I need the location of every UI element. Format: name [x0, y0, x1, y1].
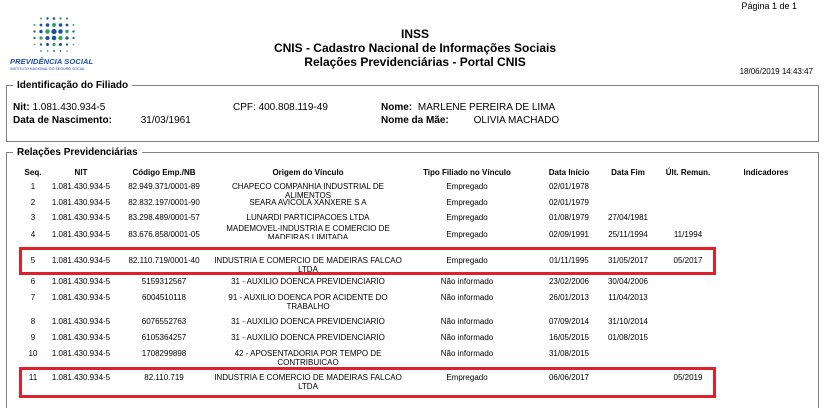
- table-cell-fim: 31/10/2014: [607, 317, 649, 326]
- logo-dot: [46, 17, 48, 19]
- logo-dot: [52, 36, 57, 41]
- column-header-tipo: Tipo Filiado no Vínculo: [423, 168, 511, 177]
- table-cell-inicio: 23/02/2006: [548, 277, 590, 286]
- table-cell-fim: 27/04/1981: [607, 213, 649, 222]
- table-cell-tipo: Empregado: [446, 198, 488, 207]
- logo-dot: [51, 29, 56, 34]
- table-cell-inicio: 02/01/1979: [548, 198, 590, 207]
- table-cell-codigo: 83.298.489/0001-57: [128, 213, 200, 222]
- table-cell-tipo: Empregado: [446, 230, 488, 239]
- nome-label: Nome:: [381, 102, 413, 113]
- table-cell-remun: 11/1994: [673, 230, 703, 239]
- logo-dot: [59, 43, 62, 46]
- logo-dot: [34, 44, 36, 46]
- table-cell-tipo: Não informado: [440, 293, 494, 302]
- cpf-label: CPF:: [233, 102, 256, 113]
- logo-dot: [39, 30, 42, 33]
- logo-dot: [73, 24, 75, 26]
- logo-dot: [72, 30, 74, 32]
- table-cell-tipo: Não informado: [440, 277, 494, 286]
- table-cell-origem: LUNARDI PARTICIPACOES LTDA: [246, 213, 370, 222]
- table-cell-origem: INDUSTRIA E COMERCIO DE MADEIRAS FALCAO LTDA: [214, 256, 402, 274]
- table-cell-nit: 1.081.430.934-5: [51, 349, 111, 358]
- logo-dot: [58, 29, 62, 33]
- table-cell-tipo: Não informado: [440, 349, 494, 358]
- table-cell-nit: 1.081.430.934-5: [51, 293, 111, 302]
- logo-dot: [40, 43, 42, 45]
- table-cell-inicio: 01/11/1995: [549, 256, 589, 265]
- logo-dot: [33, 30, 35, 32]
- table-cell-fim: 25/11/1994: [608, 230, 648, 239]
- logo-dot: [52, 23, 56, 27]
- table-cell-origem: SEARA AVICOLA XANXERE S A: [249, 198, 367, 207]
- column-header-origem: Origem do Vínculo: [272, 168, 344, 177]
- nome-value: MARLENE PEREIRA DE LIMA: [417, 102, 556, 113]
- table-cell-inicio: 02/01/1978: [548, 182, 590, 191]
- table-cell-nit: 1.081.430.934-5: [51, 373, 111, 382]
- table-cell-nit: 1.081.430.934-5: [51, 333, 111, 342]
- previdencia-dots-icon: [24, 10, 84, 56]
- mae-value: OLIVIA MACHADO: [473, 115, 560, 126]
- highlight-box: [19, 247, 716, 275]
- logo-dot: [46, 23, 50, 27]
- table-cell-codigo: 1708299898: [141, 349, 187, 358]
- logo-dot: [73, 44, 75, 46]
- column-header-inicio: Data Início: [548, 168, 590, 177]
- table-cell-origem: 42 - APOSENTADORIA POR TEMPO DE CONTRIBUICAO: [234, 349, 382, 367]
- nascimento-line: [13, 115, 191, 126]
- table-cell-nit: 1.081.430.934-5: [51, 317, 111, 326]
- logo-dot: [59, 23, 63, 27]
- table-cell-seq: 5: [30, 256, 36, 265]
- logo-dot: [33, 37, 35, 39]
- logo-dot: [39, 36, 42, 39]
- column-header-indicadores: Indicadores: [743, 168, 789, 177]
- table-cell-seq: 2: [30, 198, 36, 207]
- table-cell-seq: 3: [30, 213, 36, 222]
- column-header-seq: Seq.: [24, 168, 42, 177]
- table-cell-codigo: 5159312567: [141, 277, 187, 286]
- logo-dot: [58, 36, 62, 40]
- page-number: Página 1 de 1: [741, 1, 797, 11]
- table-cell-inicio: 26/01/2013: [548, 293, 590, 302]
- logo-dot: [45, 29, 49, 33]
- table-cell-nit: 1.081.430.934-5: [51, 256, 111, 265]
- nome-line: [381, 102, 555, 113]
- table-cell-tipo: Empregado: [446, 182, 488, 191]
- logo-dot: [45, 36, 49, 40]
- print-timestamp: 18/06/2019 14:43:47: [739, 67, 813, 76]
- table-cell-fim: 11/04/2013: [608, 293, 648, 302]
- table-cell-inicio: 31/08/2015: [548, 349, 590, 358]
- nit-line: [13, 102, 105, 113]
- table-cell-seq: 10: [28, 349, 38, 358]
- table-cell-tipo: Empregado: [446, 373, 488, 382]
- column-header-codigo: Código Emp./NB: [132, 168, 196, 177]
- table-cell-tipo: Não informado: [440, 317, 494, 326]
- table-cell-origem: 31 - AUXILIO DOENCA PREVIDENCIARIO: [231, 277, 385, 286]
- table-cell-tipo: Empregado: [446, 256, 488, 265]
- logo-dot: [46, 43, 49, 46]
- table-cell-seq: 6: [30, 277, 36, 286]
- column-header-fim: Data Fim: [611, 168, 645, 177]
- header-line-2: CNIS - Cadastro Nacional de Informações Sociais: [273, 41, 557, 55]
- filiado-section: [6, 80, 819, 142]
- table-cell-seq: 11: [28, 373, 38, 382]
- column-header-remun: Últ. Remun.: [665, 168, 711, 177]
- table-cell-nit: 1.081.430.934-5: [51, 230, 111, 239]
- table-cell-codigo: 6105364257: [141, 333, 187, 342]
- logo-dot: [34, 24, 36, 26]
- logo-dot: [47, 50, 49, 52]
- logo-dot: [53, 50, 55, 52]
- table-cell-codigo: 83.676.858/0001-05: [128, 230, 200, 239]
- table-cell-origem: 91 - AUXILIO DOENCA POR ACIDENTE DO TRABALHO: [228, 293, 388, 311]
- table-cell-nit: 1.081.430.934-5: [51, 213, 111, 222]
- table-cell-nit: 1.081.430.934-5: [51, 277, 111, 286]
- table-cell-inicio: 01/08/1979: [548, 213, 590, 222]
- table-cell-codigo: 6076552763: [141, 317, 187, 326]
- logo-dot: [65, 30, 68, 33]
- table-cell-tipo: Não informado: [440, 333, 494, 342]
- table-cell-codigo: 82.110.719/0001-40: [128, 256, 200, 265]
- mae-label: Nome da Mãe:: [381, 115, 449, 126]
- table-cell-seq: 4: [30, 230, 36, 239]
- logo-dot: [52, 43, 55, 46]
- table-cell-codigo: 82.949.371/0001-89: [128, 182, 200, 191]
- nit-label: Nit:: [13, 102, 30, 113]
- nascimento-label: Data de Nascimento:: [13, 115, 112, 126]
- logo-dot: [66, 50, 68, 52]
- header-line-1: INSS: [400, 27, 429, 41]
- table-cell-codigo: 82.832.197/0001-90: [128, 198, 200, 207]
- logo-tagline: INSTITUTO NACIONAL DO SEGURO SOCIAL: [10, 67, 86, 71]
- table-cell-inicio: 02/09/1991: [548, 230, 590, 239]
- table-cell-seq: 8: [30, 317, 36, 326]
- logo-dot: [53, 17, 56, 20]
- logo-dot: [66, 24, 69, 27]
- table-cell-inicio: 06/06/2017: [548, 373, 590, 382]
- filiado-section-title: Identificação do Filiado: [17, 80, 129, 91]
- logo-dot: [59, 17, 61, 19]
- table-cell-inicio: 16/05/2015: [548, 333, 590, 342]
- nascimento-value: 31/03/1961: [140, 115, 191, 126]
- table-cell-origem: 31 - AUXILIO DOENCA PREVIDENCIARIO: [231, 317, 385, 326]
- logo-dot: [40, 18, 42, 20]
- table-cell-remun: 05/2019: [673, 373, 703, 382]
- nit-value: 1.081.430.934-5: [32, 102, 106, 113]
- logo-dot: [66, 18, 68, 20]
- table-cell-inicio: 07/09/2014: [548, 317, 590, 326]
- table-cell-seq: 7: [30, 293, 36, 302]
- highlight-box: [19, 367, 716, 398]
- logo-name: PREVIDÊNCIA SOCIAL: [10, 57, 94, 66]
- logo-dot: [60, 50, 62, 52]
- table-cell-codigo: 6004510118: [142, 293, 186, 302]
- cpf-value: 400.808.119-49: [258, 102, 328, 113]
- table-cell-codigo: 82.110.719: [144, 373, 184, 382]
- table-cell-origem: CHAPECO COMPANHIA INDUSTRIAL DE ALIMENTOS: [231, 182, 385, 200]
- table-cell-remun: 05/2017: [673, 256, 703, 265]
- logo-dot: [40, 50, 42, 52]
- cpf-line: [233, 102, 328, 113]
- table-cell-seq: 1: [30, 182, 36, 191]
- logo-dot: [65, 36, 68, 39]
- logo-dot: [40, 24, 43, 27]
- relacoes-section-title: Relações Previdenciárias: [17, 147, 138, 158]
- table-cell-nit: 1.081.430.934-5: [51, 198, 111, 207]
- previdencia-social-logo: [10, 10, 105, 72]
- table-cell-origem: MADEMOVEL-INDUSTRIA E COMERCIO DE MADEIRAS LIMITADA: [226, 224, 390, 239]
- column-header-nit: NIT: [74, 168, 88, 177]
- table-cell-fim: 01/08/2015: [607, 333, 649, 342]
- table-cell-origem: 31 - AUXILIO DOENCA PREVIDENCIARIO: [231, 333, 385, 342]
- header-line-3: Relações Previdenciárias - Portal CNIS: [304, 55, 526, 69]
- table-cell-fim: 30/04/2006: [607, 277, 649, 286]
- table-cell-nit: 1.081.430.934-5: [51, 182, 111, 191]
- document-header: [230, 27, 600, 69]
- table-cell-seq: 9: [30, 333, 36, 342]
- logo-dot: [72, 37, 74, 39]
- table-cell-tipo: Empregado: [446, 213, 488, 222]
- logo-dot: [66, 43, 68, 45]
- mae-line: [381, 115, 559, 126]
- table-cell-fim: 31/05/2017: [607, 256, 649, 265]
- table-cell-origem: INDUSTRIA E COMERCIO DE MADEIRAS FALCAO LTDA: [214, 373, 402, 391]
